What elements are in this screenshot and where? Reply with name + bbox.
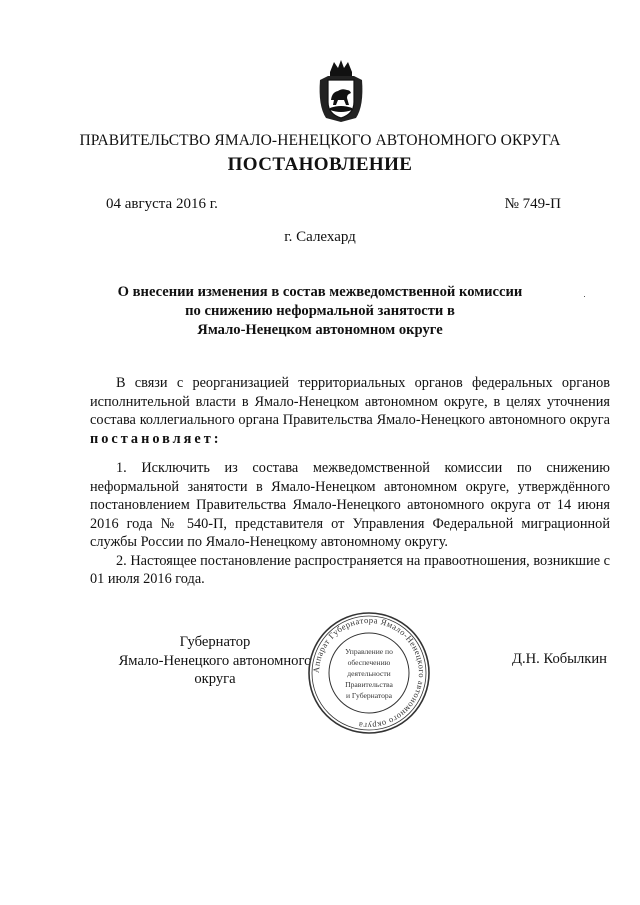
stamp-center-line: и Губернатора xyxy=(345,691,393,700)
position-line: Губернатор xyxy=(179,634,251,650)
preamble-paragraph xyxy=(90,374,610,448)
signatory-position xyxy=(100,633,330,689)
government-title: ПРАВИТЕЛЬСТВО ЯМАЛО-НЕНЕЦКОГО АВТОНОМНОГО ОКРУГА xyxy=(79,132,561,149)
points-list xyxy=(90,459,610,589)
official-stamp xyxy=(304,610,434,736)
stamp-center-line: обеспечению xyxy=(347,658,391,667)
stamp-center-line: Управление по xyxy=(345,647,393,656)
subject-line: О внесении изменения в состав межведомственной комиссии xyxy=(117,284,523,300)
subject-line: по снижению неформальной занятости в xyxy=(185,303,455,319)
point-item: 1. Исключить из состава межведомственной комиссии по снижению неформальной занятости в Ямало-Ненецком автономном округе, утверждённого постановлением Правительства Ямало-Ненецкого автономного округа от 14 июня 2016 года № 540-П, представителя от Управления Федеральной миграционной службы России по Ямало-Ненецкому автономному округу. xyxy=(90,460,610,550)
stamp-center-line: Правительства xyxy=(345,680,393,689)
stamp-center-line: деятельности xyxy=(347,669,391,678)
preamble-text: В связи с реорганизацией территориальных органов федеральных органов исполнительной власти в Ямало-Ненецком автономном округе, в целях уточнения состава коллегиального органа Правительства Ямало-Ненецкого автономного округа xyxy=(90,375,610,428)
position-line: Ямало-Ненецкого автономного округа xyxy=(118,652,312,687)
decree-word: постановляет: xyxy=(90,430,222,447)
document-number: № 749-П xyxy=(504,196,561,212)
document-subject xyxy=(0,283,640,340)
signatory-name: Д.Н. Кобылкин xyxy=(512,651,607,667)
document-type: ПОСТАНОВЛЕНИЕ xyxy=(227,154,413,175)
point-item: 2. Настоящее постановление распространяется на правоотношения, возникшие с 01 июля 2016 года. xyxy=(90,552,610,587)
subject-line: Ямало-Ненецком автономном округе xyxy=(197,322,443,338)
stamp-ring-text: Аппарат Губернатора Ямало-Ненецкого автономного округа xyxy=(310,614,428,732)
coat-of-arms-emblem xyxy=(316,58,366,124)
scan-speck xyxy=(584,296,585,297)
document-city: г. Салехард xyxy=(284,229,356,245)
document-date: 04 августа 2016 г. xyxy=(106,196,218,212)
